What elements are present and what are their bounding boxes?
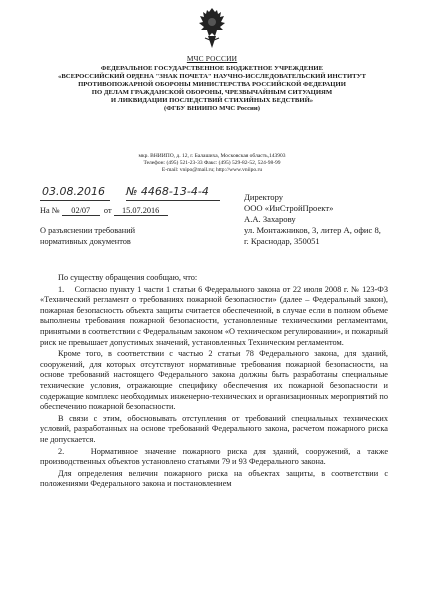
- org-line: ПРОТИВОПОЖАРНОЙ ОБОРОНЫ МИНИСТЕРСТВА РОССИЙСКОЙ ФЕДЕРАЦИИ: [78, 81, 346, 89]
- body-paragraph: По существу обращения сообщаю, что:: [58, 273, 198, 282]
- org-line: ФЕДЕРАЛЬНОЕ ГОСУДАРСТВЕННОЕ БЮДЖЕТНОЕ УЧРЕЖДЕНИЕ: [100, 65, 324, 72]
- ot-date: 15.07.2016: [114, 206, 168, 216]
- address-line: мкр. ВНИИПО, д. 12, г. Балашиха, Московская область,143903: [138, 153, 286, 159]
- body-paragraph: Кроме того, в соответствии с частью 2 статьи 78 Федерального закона, для зданий, сооружений, для которых отсутствуют нормативные требования пожарной безопасности, на основе требований настоящего Федерального закона должны быть разработаны специальные технические условия, отражающие специфику обеспечения их пожарной безопасности и содержащие комплекс необходимых инженерно-технических и организационных мероприятий по обеспечению пожарной безопасности.: [40, 349, 388, 412]
- organization-name: [0, 65, 424, 114]
- body-paragraph: 2. Нормативное значение пожарного риска для зданий, сооружений, а также производственных объектов установлено статьями 79 и 93 Федерального закона.: [40, 446, 388, 467]
- body-paragraph: В связи с этим, обосновывать отступления от требований специальных технических условий, разработанных на основе требований Федерального закона, расчетом пожарного риска не допускается.: [40, 413, 388, 444]
- recipient-line: ООО «ИнСтройПроект»: [244, 203, 334, 214]
- emchs-emblem-icon: [197, 6, 227, 50]
- recipient-line: ул. Монтажников, 3, литер А, офис 8,: [244, 225, 381, 236]
- letter-subject: [40, 226, 135, 247]
- subject-line: О разъяснении требований: [40, 226, 136, 235]
- number-underline: [126, 200, 220, 201]
- organization-address: [0, 153, 424, 175]
- reference-number: [40, 206, 168, 216]
- recipient-block: [244, 192, 381, 247]
- body-paragraph: 1. Согласно пункту 1 части 1 статьи 6 Федерального закона от 22 июля 2008 г. № 123-ФЗ «Технический регламент о требованиях пожарной безопасности» (далее – Федеральный закон), пожарная безопасность объекта защиты считается обеспеченной, в случае если в полном объеме выполнены требования пожарной безопасности, установленные техническими регламентами, принятыми в соответствии с Федеральным законом «О техническом регулировании», и пожарный риск не превышает допустимых значений, установленных Техническим регламентом.: [40, 284, 388, 347]
- handwritten-registration: [40, 185, 220, 205]
- subject-line: нормативных документов: [40, 236, 131, 246]
- recipient-line: Директору: [244, 192, 284, 202]
- na-number: 02/07: [62, 206, 100, 216]
- org-line: И ЛИКВИДАЦИИ ПОСЛЕДСТВИЙ СТИХИЙНЫХ БЕДСТВИЙ»: [110, 97, 314, 105]
- handwritten-date: 03.08.2016: [42, 185, 105, 198]
- letter-body: [40, 273, 388, 490]
- org-line: ПО ДЕЛАМ ГРАЖДАНСКОЙ ОБОРОНЫ, ЧРЕЗВЫЧАЙНЫМ СИТУАЦИЯМ: [91, 89, 333, 97]
- date-underline: [40, 200, 110, 201]
- handwritten-number: № 4468-13-4-4: [126, 185, 209, 198]
- ot-label: от: [103, 206, 112, 215]
- recipient-line: г. Краснодар, 350051: [244, 236, 320, 247]
- recipient-line: А.А. Захарову: [244, 214, 296, 225]
- org-line: «ВСЕРОССИЙСКИЙ ОРДЕНА "ЗНАК ПОЧЕТА" НАУЧНО-ИССЛЕДОВАТЕЛЬСКИЙ ИНСТИТУТ: [58, 73, 366, 81]
- body-paragraph: Для определения величин пожарного риска на объектах защиты, в соответствии с положениями Федерального закона и постановлением: [40, 468, 388, 489]
- address-line: Телефон: (495) 521-23-33 Факс: (495) 529-82-52, 524-98-99: [143, 160, 281, 167]
- na-label: На №: [40, 206, 60, 215]
- ministry-title: МЧС РОССИИ: [186, 54, 238, 63]
- address-line: E-mail: vnipo@mail.ru; http://www.vniipo.ru: [161, 167, 263, 174]
- org-line: (ФГБУ ВНИИПО МЧС России): [164, 105, 260, 113]
